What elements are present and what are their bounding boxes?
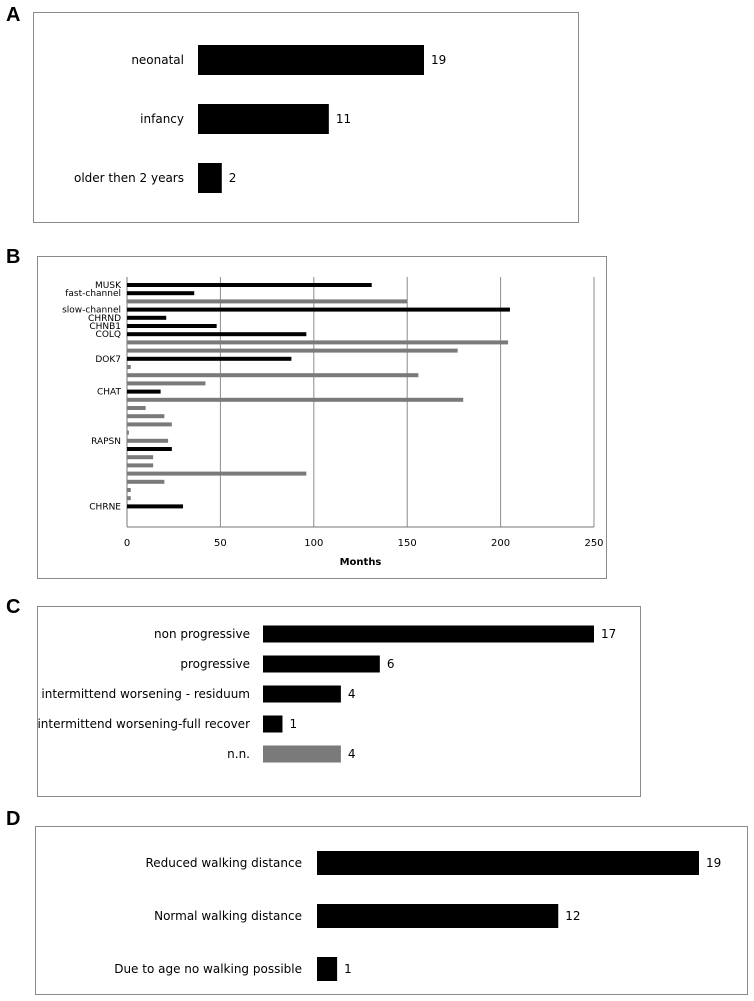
x-tick-label: 250 (584, 538, 604, 549)
bar (263, 656, 380, 673)
category-label: CHAT (96, 387, 121, 398)
data-label: 11 (335, 112, 352, 126)
bar (127, 480, 164, 484)
category-label: older then 2 years (73, 171, 184, 185)
bar (127, 316, 166, 320)
bar (127, 332, 306, 336)
panel-letter-c: C (6, 596, 21, 618)
bar (127, 463, 153, 467)
bar (263, 746, 341, 763)
x-tick-label: 100 (304, 538, 324, 549)
data-label: 4 (347, 747, 356, 761)
bar (127, 324, 217, 328)
bar (198, 104, 329, 134)
bar (127, 472, 306, 476)
bar (317, 957, 337, 981)
bar (198, 163, 222, 193)
category-label: COLQ (95, 330, 121, 341)
category-label: infancy (140, 112, 184, 126)
chart-c-svg (38, 607, 642, 798)
bar (263, 626, 594, 643)
category-label: progressive (180, 657, 250, 671)
category-label: RAPSN (91, 436, 121, 447)
bar (198, 45, 424, 75)
bar (317, 851, 699, 875)
bar (127, 406, 146, 410)
category-label: slow-channel (62, 305, 121, 316)
category-label: intermittend worsening - residuum (41, 687, 250, 701)
bar (263, 716, 282, 733)
bar (127, 291, 194, 295)
bar (127, 365, 131, 369)
category-label: DOK7 (95, 354, 121, 365)
data-label: 2 (228, 171, 237, 185)
category-label: CHNB1 (89, 322, 121, 332)
data-label: 12 (565, 909, 581, 923)
category-label: CHRNE (89, 502, 121, 513)
category-label: CHRND (88, 313, 121, 324)
panel-letter-b: B (6, 246, 21, 268)
bar (263, 686, 341, 703)
data-label: 1 (289, 717, 298, 731)
bar (127, 496, 131, 500)
category-label: non progressive (154, 627, 250, 641)
category-label: neonatal (131, 53, 184, 67)
x-tick-label: 150 (397, 538, 417, 549)
category-label: Due to age no walking possible (114, 962, 302, 976)
bar (317, 904, 558, 928)
data-label: 1 (344, 962, 352, 976)
x-tick-label: 200 (491, 538, 511, 549)
bar (127, 373, 418, 377)
x-tick-label: 50 (214, 538, 227, 549)
bar (127, 414, 164, 418)
x-axis-title: Months (339, 557, 382, 568)
bar (127, 357, 291, 361)
category-label: Normal walking distance (154, 909, 302, 923)
bar (127, 455, 153, 459)
chart-c-frame (37, 606, 641, 797)
data-label: 4 (347, 687, 356, 701)
panel-letter-a: A (6, 4, 21, 26)
bar (127, 349, 458, 353)
chart-b-frame (37, 256, 607, 579)
bar (127, 299, 407, 303)
data-label: 19 (431, 53, 447, 67)
x-tick-label: 0 (123, 538, 131, 549)
chart-a-frame (33, 12, 579, 223)
category-label: n.n. (227, 747, 250, 761)
bar (127, 488, 131, 492)
bar (127, 340, 508, 344)
bar (127, 431, 129, 435)
category-label: intermittend worsening-full recover (38, 717, 250, 731)
category-label: fast-channel (65, 289, 121, 300)
data-label: 17 (601, 627, 617, 641)
data-label: 6 (386, 657, 395, 671)
bar (127, 308, 510, 312)
category-label: Reduced walking distance (145, 856, 302, 870)
bar (127, 283, 372, 287)
chart-d-frame (35, 826, 748, 995)
panel-letter-d: D (6, 808, 21, 830)
chart-b-svg (38, 257, 608, 580)
bar (127, 447, 172, 451)
chart-d-svg (36, 827, 749, 996)
category-label: MUSK (95, 281, 121, 291)
data-label: 19 (706, 856, 722, 870)
bar (127, 390, 161, 394)
bar (127, 381, 205, 385)
bar (127, 398, 463, 402)
bar (127, 504, 183, 508)
chart-a-svg (34, 13, 580, 224)
bar (127, 439, 168, 443)
bar (127, 422, 172, 426)
